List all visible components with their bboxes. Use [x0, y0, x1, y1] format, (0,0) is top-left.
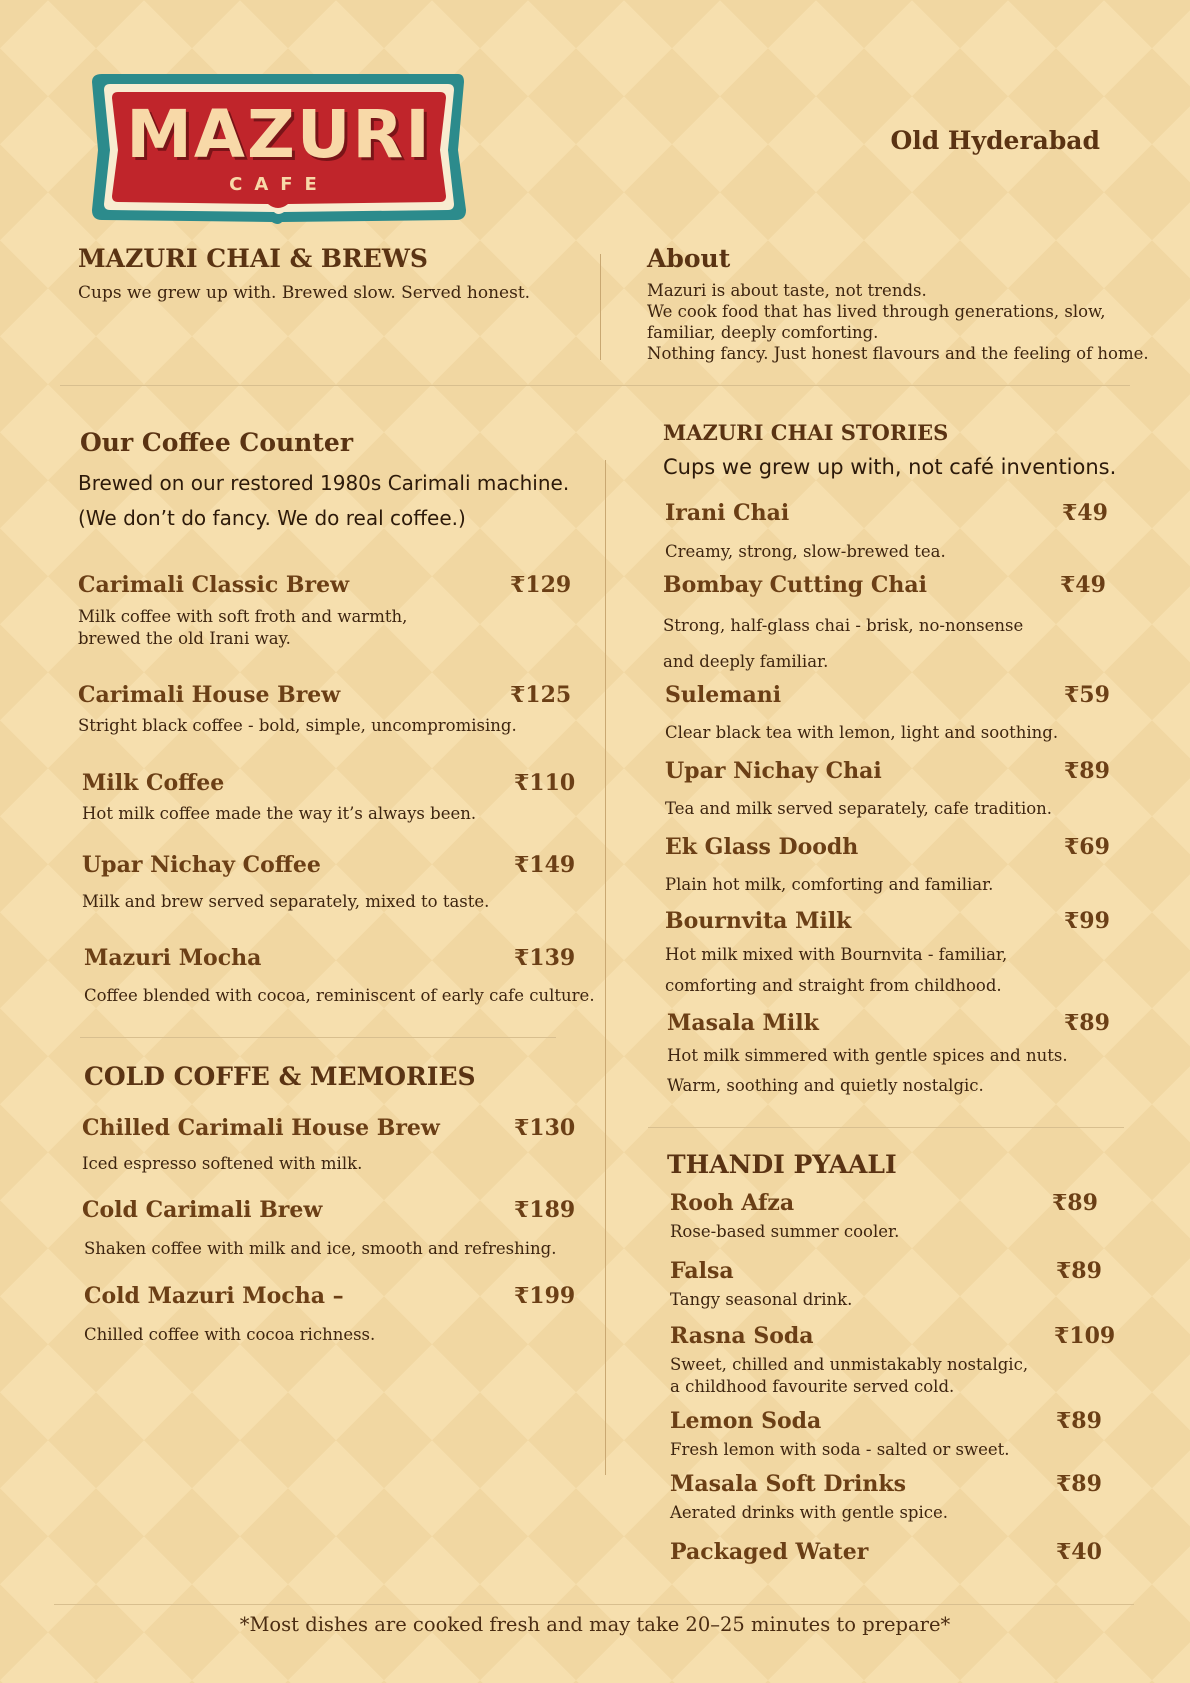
menu-item-desc: Stright black coffee - bold, simple, uncompromising.	[78, 716, 517, 735]
menu-item-price: ₹189	[514, 1197, 576, 1223]
menu-item-price: ₹199	[514, 1283, 576, 1309]
menu-item-desc: Milk and brew served separately, mixed to taste.	[82, 892, 490, 911]
coffee-counter-desc-1: Brewed on our restored 1980s Carimali machine.	[78, 471, 570, 495]
thandi-pyaali-title: THANDI PYAALI	[667, 1150, 897, 1179]
menu-item-desc: Iced espresso softened with milk.	[82, 1154, 363, 1173]
menu-item-desc: Tangy seasonal drink.	[670, 1290, 853, 1309]
about-title: About	[647, 244, 731, 273]
intro-title: MAZURI CHAI & BREWS	[78, 244, 428, 273]
cold-coffee-divider	[80, 1037, 556, 1038]
menu-item-price: ₹69	[1064, 834, 1110, 860]
menu-item-desc: Hot milk simmered with gentle spices and nuts. Warm, soothing and quietly nostalgic.	[667, 1046, 1068, 1095]
menu-item-price: ₹59	[1064, 682, 1110, 708]
menu-item-name: Mazuri Mocha	[84, 945, 262, 971]
logo-main-text: MAZURI	[126, 96, 432, 173]
menu-item-price: ₹89	[1052, 1190, 1098, 1216]
menu-item-price: ₹49	[1062, 500, 1108, 526]
menu-item-price: ₹89	[1064, 758, 1110, 784]
menu-item-price: ₹149	[514, 852, 576, 878]
menu-item-name: Lemon Soda	[670, 1408, 822, 1434]
location-label: Old Hyderabad	[890, 126, 1100, 155]
menu-item-name: Packaged Water	[670, 1539, 869, 1565]
menu-item-name: Rasna Soda	[670, 1323, 814, 1349]
header-divider-vertical	[600, 254, 601, 360]
menu-item-name: Masala Milk	[667, 1010, 819, 1036]
menu-item-desc: Aerated drinks with gentle spice.	[670, 1503, 949, 1522]
menu-item-price: ₹40	[1056, 1539, 1102, 1565]
menu-item-desc: Hot milk mixed with Bournvita - familiar, comforting and straight from childhood.	[665, 945, 1008, 995]
menu-item-desc: Creamy, strong, slow-brewed tea.	[665, 542, 946, 561]
menu-item-name: Chilled Carimali House Brew	[82, 1115, 440, 1141]
coffee-counter-desc-2: (We don’t do fancy. We do real coffee.)	[78, 506, 466, 530]
footer-divider	[54, 1604, 1134, 1605]
menu-item-name: Carimali House Brew	[78, 682, 341, 708]
menu-item-name: Ek Glass Doodh	[665, 834, 859, 860]
menu-item-desc: Fresh lemon with soda - salted or sweet.	[670, 1440, 1010, 1459]
menu-item-desc: Coffee blended with cocoa, reminiscent of early cafe culture.	[84, 986, 595, 1005]
menu-item-price: ₹99	[1064, 908, 1110, 934]
menu-item-price: ₹109	[1054, 1323, 1116, 1349]
menu-item-desc: Clear black tea with lemon, light and soothing.	[665, 723, 1059, 742]
logo-sub-text: CAFE	[229, 174, 329, 195]
menu-item-price: ₹129	[510, 572, 572, 598]
menu-item-name: Falsa	[670, 1258, 734, 1284]
footer-note: *Most dishes are cooked fresh and may take 20–25 minutes to prepare*	[239, 1613, 951, 1636]
menu-item-desc: Sweet, chilled and unmistakably nostalgic, a childhood favourite served cold.	[670, 1355, 1029, 1396]
menu-item-name: Carimali Classic Brew	[78, 572, 350, 598]
mazuri-cafe-logo	[88, 70, 470, 226]
menu-item-name: Upar Nichay Coffee	[82, 852, 321, 878]
menu-item-name: Milk Coffee	[82, 770, 225, 796]
menu-item-price: ₹89	[1056, 1408, 1102, 1434]
chai-stories-subtitle: Cups we grew up with, not café inventions.	[663, 455, 1117, 479]
menu-item-name: Upar Nichay Chai	[665, 758, 882, 784]
menu-item-name: Sulemani	[665, 682, 782, 708]
menu-item-price: ₹49	[1060, 572, 1106, 598]
chai-stories-title: MAZURI CHAI STORIES	[663, 420, 949, 445]
menu-item-desc: Chilled coffee with cocoa richness.	[84, 1325, 376, 1344]
coffee-counter-title: Our Coffee Counter	[80, 428, 353, 457]
menu-item-desc: Milk coffee with soft froth and warmth, brewed the old Irani way.	[78, 607, 408, 648]
menu-item-price: ₹89	[1056, 1258, 1102, 1284]
menu-item-desc: Shaken coffee with milk and ice, smooth and refreshing.	[84, 1239, 557, 1258]
menu-item-desc: Hot milk coffee made the way it’s always been.	[82, 804, 477, 823]
menu-item-price: ₹130	[514, 1115, 576, 1141]
menu-item-price: ₹110	[514, 770, 576, 796]
menu-item-name: Bournvita Milk	[665, 908, 852, 934]
column-divider	[605, 460, 606, 1475]
menu-item-price: ₹125	[510, 682, 572, 708]
menu-item-desc: Plain hot milk, comforting and familiar.	[665, 875, 994, 894]
header-divider-horizontal	[60, 385, 1130, 386]
menu-item-price: ₹89	[1064, 1010, 1110, 1036]
about-text: Mazuri is about taste, not trends. We cook food that has lived through generations, slow, familiar, deeply comforting. Nothing fancy. Just honest flavours and the feeling of home.	[647, 281, 1149, 363]
menu-item-name: Cold Mazuri Mocha –	[84, 1283, 344, 1309]
menu-item-desc: Tea and milk served separately, cafe tradition.	[665, 799, 1053, 818]
menu-item-desc: Strong, half-glass chai - brisk, no-nonsense and deeply familiar.	[663, 616, 1024, 671]
menu-item-price: ₹139	[514, 945, 576, 971]
menu-item-price: ₹89	[1056, 1471, 1102, 1497]
intro-subtitle: Cups we grew up with. Brewed slow. Served honest.	[78, 283, 531, 303]
menu-item-name: Cold Carimali Brew	[82, 1197, 323, 1223]
menu-item-name: Masala Soft Drinks	[670, 1471, 907, 1497]
menu-item-name: Bombay Cutting Chai	[663, 572, 927, 598]
menu-item-name: Irani Chai	[665, 500, 790, 526]
cold-coffee-title: COLD COFFE & MEMORIES	[84, 1062, 476, 1091]
menu-item-name: Rooh Afza	[670, 1190, 795, 1216]
menu-item-desc: Rose-based summer cooler.	[670, 1222, 900, 1241]
thandi-divider	[648, 1127, 1124, 1128]
